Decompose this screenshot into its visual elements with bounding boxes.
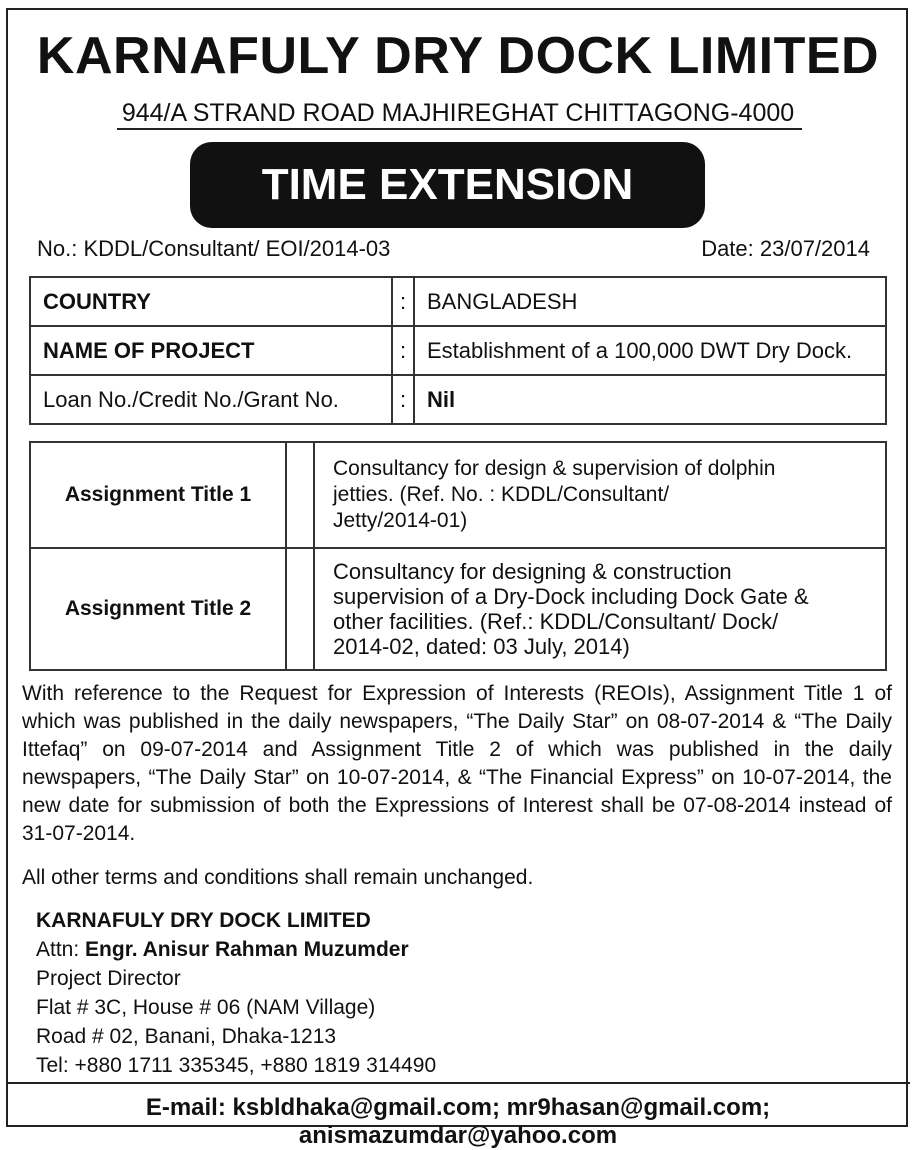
info-colon: :	[392, 277, 414, 326]
assignment-line: Jetty/2014-01)	[333, 509, 468, 532]
assignment-line: Consultancy for designing & construction	[333, 559, 732, 584]
table-row	[30, 326, 886, 375]
info-label-loan: Loan No./Credit No./Grant No.	[30, 375, 392, 424]
company-address: 944/A STRAND ROAD MAJHIREGHAT CHITTAGONG-4000	[121, 99, 795, 127]
contact-designation: Project Director	[36, 967, 181, 990]
project-info-table	[29, 276, 887, 425]
assignment-line: jetties. (Ref. No. : KDDL/Consultant/	[333, 483, 670, 506]
table-row	[30, 548, 886, 670]
contact-attention	[36, 935, 436, 964]
assignments-table	[29, 441, 887, 671]
assignment-gap-cell	[286, 548, 314, 670]
contact-company: KARNAFULY DRY DOCK LIMITED	[36, 909, 371, 932]
footer-email: E-mail: ksbldhaka@gmail.com; mr9hasan@gmail.com; anismazumdar@yahoo.com	[145, 1094, 771, 1149]
assignment-description-1	[314, 442, 886, 548]
contact-address-line-1: Flat # 3C, House # 06 (NAM Village)	[36, 996, 376, 1019]
company-name: KARNAFULY DRY DOCK LIMITED	[36, 27, 880, 85]
assignment-line: supervision of a Dry-Dock including Dock Gate &	[333, 584, 809, 609]
contact-block	[36, 906, 436, 1080]
info-label-project: NAME OF PROJECT	[30, 326, 392, 375]
table-row	[30, 375, 886, 424]
assignment-description-2	[314, 548, 886, 670]
address-underline	[117, 128, 802, 130]
footer-divider	[6, 1082, 910, 1084]
notice-title: TIME EXTENSION NOTICE	[261, 160, 634, 295]
info-value-project: Establishment of a 100,000 DWT Dry Dock.	[414, 326, 886, 375]
info-colon: :	[392, 326, 414, 375]
info-label-country: COUNTRY	[30, 277, 392, 326]
assignment-gap-cell	[286, 442, 314, 548]
contact-telephone: Tel: +880 1711 335345, +880 1819 314490	[36, 1054, 437, 1077]
reference-number: No.: KDDL/Consultant/ EOI/2014-03	[37, 236, 391, 261]
contact-address-line-2: Road # 02, Banani, Dhaka-1213	[36, 1025, 337, 1048]
info-value-country: BANGLADESH	[414, 277, 886, 326]
notice-date: Date: 23/07/2014	[701, 236, 870, 261]
attn-label: Attn:	[36, 938, 86, 961]
info-value-loan: Nil	[414, 375, 886, 424]
table-row	[30, 277, 886, 326]
info-colon: :	[392, 375, 414, 424]
assignment-title-1: Assignment Title 1	[30, 442, 286, 548]
assignment-title-2: Assignment Title 2	[30, 548, 286, 670]
assignment-line: Consultancy for design & supervision of dolphin	[333, 457, 776, 480]
table-row	[30, 442, 886, 548]
contact-person: Engr. Anisur Rahman Muzumder	[85, 938, 409, 961]
terms-statement: All other terms and conditions shall remain unchanged.	[22, 866, 534, 889]
assignment-line: 2014-02, dated: 03 July, 2014)	[333, 634, 630, 659]
assignment-line: other facilities. (Ref.: KDDL/Consultant/ Dock/	[333, 609, 779, 634]
notice-paragraph: With reference to the Request for Expression of Interests (REOIs), Assignment Title 1 of which was published in the daily newspapers, “The Daily Star” on 08-07-2014 & “The Daily Ittefaq” on 09-07-2014 and Assignment Title 2 of which was published in the daily newspapers, “The Daily Star” on 10-07-2014, & “The Financial Express” on 10-07-2014, the new date for submission of both the Expressions of Interest shall be 07-08-2014 instead of 31-07-2014.	[22, 682, 892, 845]
